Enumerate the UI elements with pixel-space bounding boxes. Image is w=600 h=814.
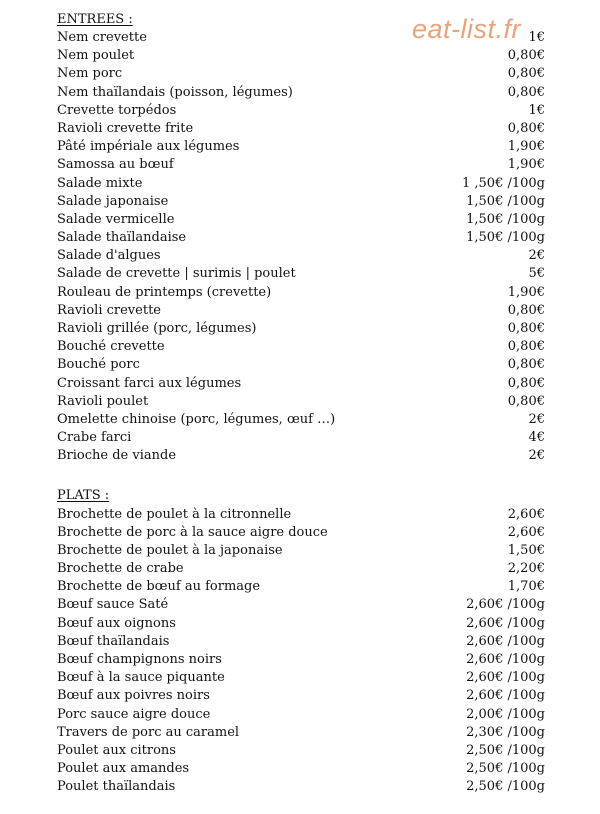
section-title: PLATS : (57, 487, 110, 503)
menu-item-name: Crabe farci (57, 430, 132, 446)
menu-item-price: 2€ (528, 248, 545, 264)
menu-item (57, 84, 545, 102)
menu-item (57, 211, 545, 229)
menu-item-name: Nem porc (57, 66, 123, 82)
menu-item-name: Salade vermicelle (57, 211, 175, 227)
menu-item (57, 578, 545, 596)
menu-item-name: Omelette chinoise (porc, légumes, œuf …) (57, 411, 336, 427)
menu-item-price: 0,80€ (507, 321, 545, 336)
menu-item (57, 724, 545, 742)
menu-item-name: Samossa au bœuf (57, 157, 174, 173)
menu-item (57, 706, 545, 724)
menu-item-name: Croissant farci aux légumes (57, 375, 242, 391)
menu-item-price: 2,30€ /100g (466, 724, 545, 740)
menu-item-name: Ravioli crevette frite (57, 120, 194, 136)
menu-item (57, 138, 545, 156)
menu-item (57, 429, 545, 447)
menu-item-name: Nem poulet (57, 48, 135, 64)
menu-item (57, 393, 545, 411)
menu-item-name: Brioche de viande (57, 448, 177, 464)
menu-item-name: Nem crevette (57, 30, 147, 45)
menu-item-price: 1€ (528, 30, 545, 45)
menu-item (57, 193, 545, 211)
menu-item (57, 229, 545, 247)
menu-item (57, 651, 545, 669)
menu-item (57, 687, 545, 705)
menu-item-price: 1,50€ /100g (466, 230, 545, 246)
menu-item-name: Travers de porc au caramel (57, 724, 240, 740)
menu-item-name: Bœuf aux oignons (57, 615, 176, 631)
menu-item-name: Bœuf sauce Saté (57, 597, 169, 613)
menu-item-name: Salade de crevette | surimis | poulet (57, 266, 296, 282)
menu-item-price: 2,60€ /100g (466, 597, 545, 613)
menu-item (57, 47, 545, 65)
menu-item-price: 2€ (528, 448, 545, 464)
menu-item (57, 156, 545, 174)
section-title: ENTREES : (57, 12, 133, 27)
section-entrees (57, 10, 545, 466)
menu-item-price: 1,90€ (507, 139, 545, 155)
menu-item-name: Brochette de poulet à la citronnelle (57, 506, 292, 522)
menu-item-price: 1 ,50€ /100g (462, 175, 545, 191)
menu-item-name: Bœuf champignons noirs (57, 652, 222, 667)
section-items (57, 506, 545, 797)
menu-item (57, 633, 545, 651)
menu-item-name: Porc sauce aigre douce (57, 706, 211, 722)
menu-item-price: 2,50€ /100g (466, 779, 545, 795)
watermark-logo: eat-list.fr (412, 14, 522, 44)
menu-item-price: 1,90€ (507, 157, 545, 173)
menu-item-price: 2,20€ (507, 561, 545, 577)
menu-item-name: Poulet aux citrons (57, 742, 176, 758)
menu-item-price: 1,90€ (507, 284, 545, 300)
menu-item-price: 2,60€ /100g (466, 652, 545, 667)
menu-item-name: Brochette de poulet à la japonaise (57, 542, 283, 558)
menu-item-price: 1,70€ (507, 579, 545, 595)
menu-item (57, 320, 545, 338)
menu-item (57, 447, 545, 465)
menu-item-name: Salade d'algues (57, 248, 161, 264)
menu-item-price: 2,50€ /100g (466, 742, 545, 758)
menu-item-price: 0,80€ (507, 357, 545, 373)
menu-item-name: Ravioli grillée (porc, légumes) (57, 321, 257, 336)
menu-item-price: 0,80€ (507, 375, 545, 391)
menu-item-price: 2,60€ (507, 506, 545, 522)
menu-item (57, 65, 545, 83)
menu-item-price: 1,50€ /100g (466, 193, 545, 209)
menu-item (57, 596, 545, 614)
menu-item (57, 102, 545, 120)
menu-item-name: Poulet aux amandes (57, 761, 190, 777)
menu-item-name: Pâté impériale aux légumes (57, 139, 240, 155)
menu-item-name: Nem thaïlandais (poisson, légumes) (57, 84, 293, 100)
menu-item (57, 760, 545, 778)
menu-item-price: 2,60€ /100g (466, 615, 545, 631)
menu-item (57, 411, 545, 429)
menu-item-price: 0,80€ (507, 339, 545, 355)
menu-item-price: 0,80€ (507, 393, 545, 409)
menu-item-name: Salade thaïlandaise (57, 230, 187, 246)
menu-item-price: 0,80€ (507, 120, 545, 136)
menu-item-price: 2,00€ /100g (466, 706, 545, 722)
menu-item-name: Ravioli crevette (57, 302, 161, 318)
menu-item (57, 524, 545, 542)
menu-item (57, 742, 545, 760)
menu-item-price: 0,80€ (507, 66, 545, 82)
menu-item-name: Bouché porc (57, 357, 140, 373)
menu-item-name: Crevette torpédos (57, 102, 177, 118)
menu-item-price: 2,50€ /100g (466, 761, 545, 777)
menu-item-name: Rouleau de printemps (crevette) (57, 284, 272, 300)
menu-item (57, 506, 545, 524)
menu-item-name: Brochette de crabe (57, 561, 184, 577)
menu-item (57, 175, 545, 193)
menu-item-price: 2,60€ /100g (466, 670, 545, 686)
menu-item (57, 338, 545, 356)
menu-item-price: 4€ (528, 430, 545, 446)
menu-item-price: 2€ (528, 411, 545, 427)
menu-item (57, 302, 545, 320)
menu-item-price: 1,50€ /100g (466, 211, 545, 227)
menu-item (57, 265, 545, 283)
menu-item (57, 120, 545, 138)
menu-item-price: 0,80€ (507, 48, 545, 64)
menu-item-price: 2,60€ /100g (466, 688, 545, 704)
menu-item (57, 284, 545, 302)
menu-item-name: Bœuf à la sauce piquante (57, 670, 225, 686)
menu-item-name: Bœuf aux poivres noirs (57, 688, 210, 704)
menu-item-price: 1,50€ (507, 542, 545, 558)
menu-item (57, 247, 545, 265)
menu-item-name: Salade mixte (57, 175, 143, 191)
menu-item-price: 0,80€ (507, 84, 545, 100)
menu-item-name: Bouché crevette (57, 339, 165, 355)
menu-item (57, 560, 545, 578)
menu-item-name: Bœuf thaïlandais (57, 633, 170, 649)
section-plats (57, 485, 545, 797)
menu-item (57, 356, 545, 374)
menu-item (57, 615, 545, 633)
menu-item-name: Poulet thaïlandais (57, 779, 176, 795)
menu-item-price: 5€ (528, 266, 545, 282)
menu-item-price: 1€ (528, 102, 545, 118)
menu-item (57, 29, 545, 47)
menu-item-price: 0,80€ (507, 302, 545, 318)
menu-item (57, 778, 545, 796)
menu-item (57, 542, 545, 560)
section-items (57, 29, 545, 466)
menu-item (57, 669, 545, 687)
menu-item-name: Brochette de porc à la sauce aigre douce (57, 524, 328, 540)
menu-item-price: 2,60€ /100g (466, 633, 545, 649)
menu-item-name: Salade japonaise (57, 193, 169, 209)
menu-item (57, 375, 545, 393)
menu-item-name: Ravioli poulet (57, 393, 149, 409)
menu-item-name: Brochette de bœuf au formage (57, 579, 261, 595)
menu-item-price: 2,60€ (507, 524, 545, 540)
menu-list (57, 10, 545, 797)
